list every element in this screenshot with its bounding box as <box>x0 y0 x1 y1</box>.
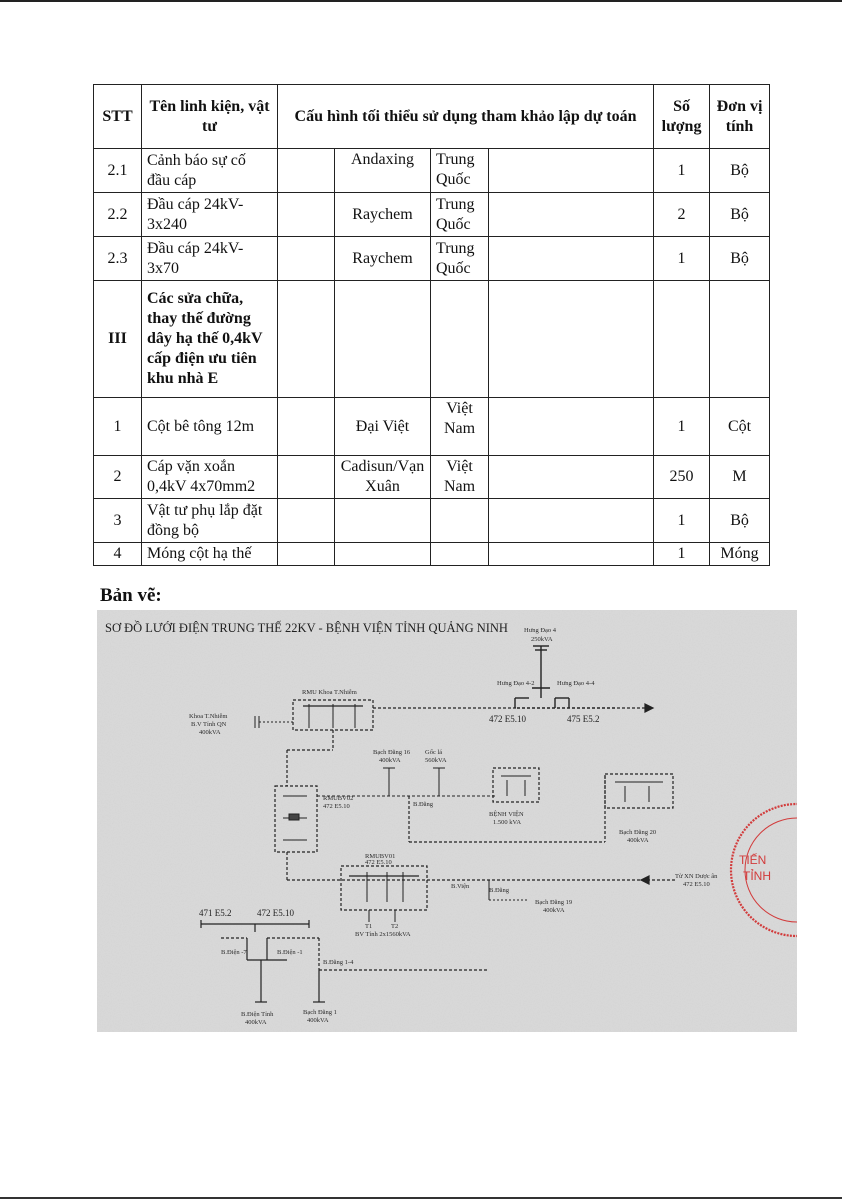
label-b-dang-16-sub: B.Đằng <box>413 801 434 808</box>
stamp-lettering: TỈNH <box>743 869 771 883</box>
cell-stt: 1 <box>94 398 142 456</box>
cell-origin: Trung Quốc <box>431 237 489 281</box>
cell-empty <box>489 193 654 237</box>
cell-empty <box>278 281 335 398</box>
label-bach-dang-1: Bạch Đằng 1 <box>303 1009 337 1016</box>
cell-empty <box>278 543 335 566</box>
page-bottom-border <box>0 1197 842 1199</box>
cell-name: Cột bê tông 12m <box>142 398 278 456</box>
label-b-dien-tinh-kva: 400kVA <box>245 1019 267 1026</box>
label-bach-dang-19: Bạch Đằng 19 <box>535 899 573 906</box>
label-b-dang-19-sub: B.Đằng <box>489 887 510 894</box>
cell-empty <box>431 281 489 398</box>
cell-empty <box>489 237 654 281</box>
table-row <box>94 149 770 193</box>
cell-origin: Việt Nam <box>431 456 489 499</box>
label-rmubv02: RMUBV02 <box>323 795 354 802</box>
label-rmubv02-sub: 472 E5.10 <box>323 803 350 810</box>
cell-unit: Móng <box>710 543 770 566</box>
label-475-e52: 475 E5.2 <box>567 714 600 724</box>
cell-empty <box>489 499 654 543</box>
cell-brand: Raychem <box>335 237 431 281</box>
cell-stt: 3 <box>94 499 142 543</box>
cell-empty <box>278 237 335 281</box>
cell-empty <box>335 543 431 566</box>
cell-empty <box>278 456 335 499</box>
cell-empty <box>278 193 335 237</box>
header-config: Cấu hình tối thiểu sử dụng tham khảo lập dự toán <box>278 85 654 149</box>
label-bv-tinh-qn: B.V Tỉnh QN <box>191 721 227 728</box>
label-b-dien-1: B.Điện -1 <box>277 949 303 956</box>
label-bv-tinh-kva: 400kVA <box>199 729 221 736</box>
cell-brand: Andaxing <box>335 149 431 193</box>
cell-unit: M <box>710 456 770 499</box>
header-name: Tên linh kiện, vật tư <box>142 85 278 149</box>
table-row <box>94 499 770 543</box>
cell-unit: Bộ <box>710 193 770 237</box>
cell-stt: 2.3 <box>94 237 142 281</box>
cell-qty: 1 <box>654 149 710 193</box>
cell-name: Cảnh báo sự cố đầu cáp <box>142 149 278 193</box>
diagram-title: SƠ ĐỒ LƯỚI ĐIỆN TRUNG THẾ 22KV - BỆNH VIỆN TỈNH QUẢNG NINH <box>105 621 508 635</box>
label-rmubv01: RMUBV01 <box>365 853 396 860</box>
cell-unit: Bộ <box>710 499 770 543</box>
cell-qty: 1 <box>654 543 710 566</box>
label-b-dang-14: B.Đằng 1-4 <box>323 959 354 966</box>
cell-empty <box>489 398 654 456</box>
cell-stt: III <box>94 281 142 398</box>
diagram-grain <box>97 610 797 1032</box>
cell-brand: Cadisun/Vạn Xuân <box>335 456 431 499</box>
label-khoa-tn: Khoa T.Nhiễm <box>189 713 228 720</box>
cell-empty <box>654 281 710 398</box>
label-b-dien-tinh: B.Điện Tỉnh <box>241 1011 274 1018</box>
cell-empty <box>431 543 489 566</box>
stamp-lettering: TIẾN <box>739 853 767 867</box>
cell-stt: 4 <box>94 543 142 566</box>
cell-qty: 1 <box>654 398 710 456</box>
cell-name: Cáp vặn xoắn 0,4kV 4x70mm2 <box>142 456 278 499</box>
label-t2: T2 <box>391 923 399 930</box>
cell-unit: Bộ <box>710 149 770 193</box>
cell-stt: 2.2 <box>94 193 142 237</box>
table-header-row <box>94 85 770 149</box>
label-bach-dang-16: Bạch Đằng 16 <box>373 749 411 756</box>
cell-empty <box>489 543 654 566</box>
label-bach-dang-19-kva: 400kVA <box>543 907 565 914</box>
cell-qty: 2 <box>654 193 710 237</box>
cell-stt: 2 <box>94 456 142 499</box>
label-benh-vien: BỆNH VIỆN <box>489 811 524 818</box>
grid-diagram <box>97 610 797 1032</box>
label-benh-vien-kva: 1.500 kVA <box>493 819 522 826</box>
cell-empty <box>431 499 489 543</box>
cell-qty: 250 <box>654 456 710 499</box>
table-row <box>94 456 770 499</box>
cell-qty: 1 <box>654 237 710 281</box>
table-row <box>94 398 770 456</box>
label-goc-la-kva: 560kVA <box>425 757 447 764</box>
label-472-e510: 472 E5.10 <box>489 714 526 724</box>
header-stt: STT <box>94 85 142 149</box>
cell-origin: Trung Quốc <box>431 149 489 193</box>
cell-empty <box>489 456 654 499</box>
cell-empty <box>489 281 654 398</box>
label-rmubv01-sub: 472 E5.10 <box>365 859 392 866</box>
label-hd42: Hưng Đạo 4-2 <box>497 680 535 687</box>
cell-empty <box>335 499 431 543</box>
cell-qty: 1 <box>654 499 710 543</box>
cell-unit: Bộ <box>710 237 770 281</box>
label-rmu-khoa: RMU Khoa T.Nhiễm <box>302 689 357 696</box>
label-b-dien-7: B.Điện -7 <box>221 949 247 956</box>
drawing-label: Bản vẽ: <box>100 585 162 606</box>
header-unit: Đơn vị tính <box>710 85 770 149</box>
label-hung-dao-4: Hưng Đạo 4 <box>524 627 557 634</box>
cell-name: Đầu cáp 24kV-3x240 <box>142 193 278 237</box>
label-471-e52: 471 E5.2 <box>199 908 232 918</box>
cell-name: Đầu cáp 24kV-3x70 <box>142 237 278 281</box>
cell-unit: Cột <box>710 398 770 456</box>
cell-empty <box>278 398 335 456</box>
cell-empty <box>489 149 654 193</box>
cell-brand: Đại Việt <box>335 398 431 456</box>
cell-empty <box>278 149 335 193</box>
header-qty: Số lượng <box>654 85 710 149</box>
label-tu-xn-sub: 472 E5.10 <box>683 881 710 888</box>
table-row <box>94 193 770 237</box>
cell-empty <box>335 281 431 398</box>
table-row <box>94 237 770 281</box>
label-tu-xn: Từ XN Dược ân <box>675 873 718 880</box>
label-bach-dang-20: Bạch Đằng 20 <box>619 829 657 836</box>
label-bach-dang-1-kva: 400kVA <box>307 1017 329 1024</box>
cell-empty <box>278 499 335 543</box>
label-t1: T1 <box>365 923 373 930</box>
label-b-vien: B.Viện <box>451 883 470 890</box>
cell-brand: Raychem <box>335 193 431 237</box>
label-472-e510-left: 472 E5.10 <box>257 908 294 918</box>
cell-stt: 2.1 <box>94 149 142 193</box>
materials-table <box>93 84 770 566</box>
table-row-section <box>94 281 770 398</box>
cell-empty <box>710 281 770 398</box>
cell-name: Móng cột hạ thế <box>142 543 278 566</box>
label-hung-dao-kva: 250kVA <box>531 636 553 643</box>
label-bv-tinh-2: BV Tỉnh 2x1560kVA <box>355 931 411 938</box>
cell-name: Vật tư phụ lắp đặt đồng bộ <box>142 499 278 543</box>
label-bach-dang-20-kva: 400kVA <box>627 837 649 844</box>
cell-origin: Trung Quốc <box>431 193 489 237</box>
label-goc-la: Gốc lá <box>425 749 443 756</box>
cell-origin: Việt Nam <box>431 398 489 456</box>
table-row <box>94 543 770 566</box>
cell-name: Các sửa chữa, thay thế đường dây hạ thế 0,4kV cấp điện ưu tiên khu nhà E <box>142 281 278 398</box>
page-top-border <box>0 0 842 2</box>
label-bach-dang-16-kva: 400kVA <box>379 757 401 764</box>
label-hd44: Hưng Đạo 4-4 <box>557 680 595 687</box>
